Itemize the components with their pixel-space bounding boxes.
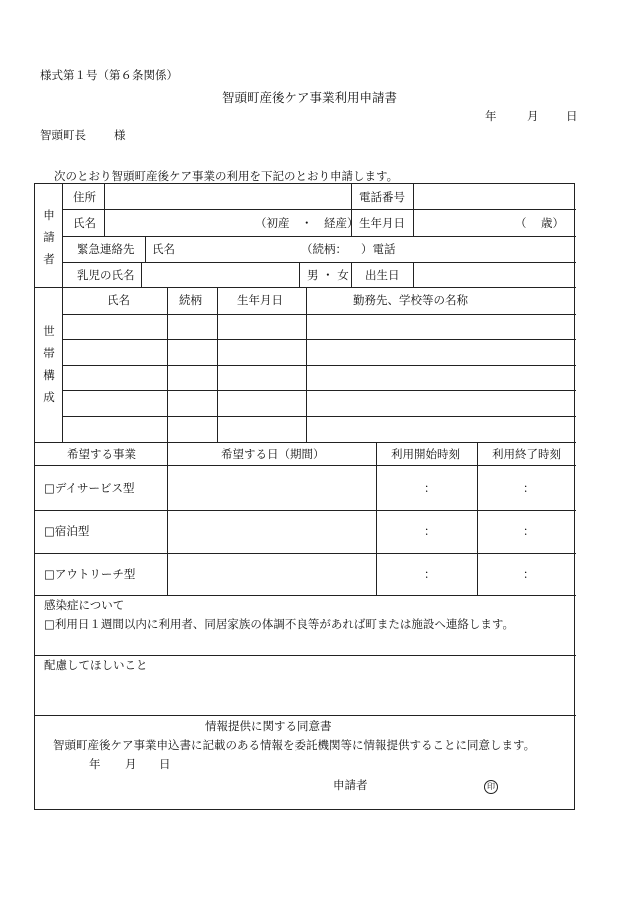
honorific: 様 bbox=[114, 128, 126, 142]
date-month: 月 bbox=[527, 109, 539, 123]
intro-text: 次のとおり智頭町産後ケア事業の利用を下記のとおり申請します。 bbox=[54, 169, 399, 183]
applicant-section-label: 申 請 者 bbox=[43, 208, 55, 266]
considerations-field[interactable] bbox=[44, 674, 564, 710]
service-overnight-start[interactable]: ： bbox=[424, 524, 436, 538]
household-col-workplace: 勤務先、学校等の名称 bbox=[353, 293, 468, 307]
consent-title: 情報提供に関する同意書 bbox=[205, 719, 332, 733]
household-col-name: 氏名 bbox=[107, 293, 130, 307]
services-col-end: 利用終了時刻 bbox=[492, 447, 561, 461]
form-title: 智頭町産後ケア事業利用申請書 bbox=[222, 90, 398, 105]
services-col-start: 利用開始時刻 bbox=[391, 447, 460, 461]
considerations-title: 配慮してほしいこと bbox=[44, 658, 148, 672]
infection-title: 感染症について bbox=[44, 598, 125, 612]
age-unit: 歳） bbox=[541, 216, 564, 230]
relation-phone-label: ）電話 bbox=[361, 242, 396, 256]
phone-field[interactable] bbox=[415, 186, 573, 208]
birthdate-label: 生年月日 bbox=[359, 216, 405, 230]
household-col-birthdate: 生年月日 bbox=[237, 293, 283, 307]
service-option-outreach[interactable]: □アウトリーチ型 bbox=[44, 567, 136, 581]
address-field[interactable] bbox=[106, 186, 350, 208]
relation-label: （続柄： bbox=[301, 242, 347, 256]
addressee: 智頭町長 bbox=[40, 128, 86, 142]
infant-name-field[interactable] bbox=[143, 264, 297, 286]
consent-date-year: 年 bbox=[89, 757, 101, 771]
phone-label: 電話番号 bbox=[359, 190, 405, 204]
infection-checkbox-statement[interactable]: □利用日１週間以内に利用者、同居家族の体調不良等があれば町または施設へ連絡します。 bbox=[44, 617, 514, 631]
household-col-relation: 続柄 bbox=[179, 293, 202, 307]
consent-date-day: 日 bbox=[159, 757, 171, 771]
name-label: 氏名 bbox=[73, 216, 96, 230]
emergency-contact-label: 緊急連絡先 bbox=[77, 242, 135, 256]
service-overnight-end[interactable]: ： bbox=[523, 524, 535, 538]
seal-mark: 印 bbox=[484, 778, 498, 794]
household-section-label: 世 帯 構 成 bbox=[43, 324, 55, 404]
date-year: 年 bbox=[485, 109, 497, 123]
service-option-overnight[interactable]: □宿泊型 bbox=[44, 524, 90, 538]
age-open: （ bbox=[515, 216, 527, 230]
service-outreach-start[interactable]: ： bbox=[424, 567, 436, 581]
parity-options[interactable]: （初産 ・ 経産） bbox=[255, 216, 359, 230]
consent-applicant-label: 申請者 bbox=[333, 778, 368, 792]
service-outreach-end[interactable]: ： bbox=[523, 567, 535, 581]
service-day-end[interactable]: ： bbox=[523, 481, 535, 495]
form-number: 様式第１号（第６条関係） bbox=[40, 68, 178, 82]
consent-date-month: 月 bbox=[125, 757, 137, 771]
services-col-service: 希望する事業 bbox=[67, 447, 136, 461]
date-day: 日 bbox=[566, 109, 578, 123]
infant-name-label: 乳児の氏名 bbox=[77, 268, 135, 282]
services-col-dates: 希望する日（期間） bbox=[221, 447, 325, 461]
name-field[interactable] bbox=[106, 212, 256, 234]
address-label: 住所 bbox=[73, 190, 96, 204]
service-day-start[interactable]: ： bbox=[424, 481, 436, 495]
emergency-name-label: 氏名 bbox=[152, 242, 175, 256]
application-form bbox=[34, 183, 575, 810]
infant-birth-label: 出生日 bbox=[365, 268, 400, 282]
sex-options[interactable]: 男 ・ 女 bbox=[307, 268, 349, 282]
service-option-day[interactable]: □デイサービス型 bbox=[44, 481, 135, 495]
consent-statement: 智頭町産後ケア事業申込書に記載のある情報を委託機関等に情報提供することに同意します。 bbox=[53, 738, 536, 752]
